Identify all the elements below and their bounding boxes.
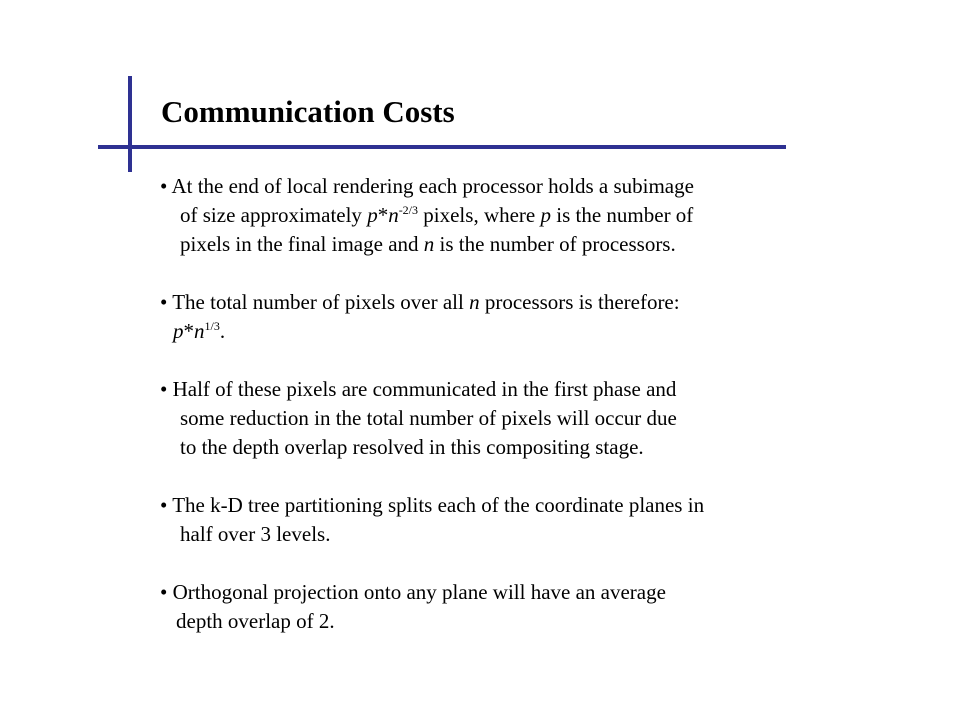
p2-line-2: [160, 317, 704, 346]
p3-line-2: some reduction in the total number of pixels will occur due: [180, 406, 677, 430]
slide-title: Communication Costs: [161, 94, 455, 129]
var-p: p: [540, 203, 551, 227]
slide-body: [160, 172, 704, 636]
bullet-marker: •: [160, 377, 168, 401]
p1-text-3a: pixels in the final image and: [180, 232, 424, 256]
var-n: n: [469, 290, 480, 314]
bullet-paragraph-3: [160, 375, 704, 462]
var-n: n: [194, 319, 205, 343]
var-p: p: [173, 319, 184, 343]
p2-text-1b: processors is therefore:: [479, 290, 680, 314]
bullet-marker: •: [160, 493, 168, 517]
var-n: n: [388, 203, 399, 227]
bullet-paragraph-5: [160, 578, 704, 636]
asterisk: *: [377, 203, 389, 227]
p3-text-1: Half of these pixels are communicated in the first phase and: [172, 377, 677, 401]
p4-line-2: half over 3 levels.: [180, 522, 331, 546]
p4-line-1: [160, 491, 704, 520]
exponent: -2/3: [398, 203, 419, 217]
bullet-marker: •: [160, 580, 168, 604]
p3-line-3: to the depth overlap resolved in this compositing stage.: [180, 435, 644, 459]
var-n: n: [423, 232, 435, 256]
p1-line-1: [160, 172, 704, 201]
var-p: p: [367, 203, 378, 227]
p5-text-1: Orthogonal projection onto any plane will have an average: [172, 580, 666, 604]
bullet-paragraph-1: [160, 172, 704, 259]
bullet-paragraph-4: [160, 491, 704, 549]
p1-line-2: [160, 201, 704, 230]
p1-text-2c: is the number of: [551, 203, 694, 227]
title-vertical-rule: [128, 76, 132, 172]
p3-line-1: [160, 375, 704, 404]
p5-line-1: [160, 578, 704, 607]
p1-line-3: [160, 230, 704, 259]
p1-text-2a: of size approximately: [180, 203, 368, 227]
p1-text-3b: is the number of processors.: [434, 232, 676, 256]
p2-text-1a: The total number of pixels over all: [172, 290, 470, 314]
p1-text-1: At the end of local rendering each processor holds a subimage: [171, 174, 694, 198]
title-horizontal-rule: [98, 145, 786, 149]
p1-text-2b: pixels, where: [418, 203, 541, 227]
asterisk: *: [183, 319, 194, 343]
p4-text-1: The k-D tree partitioning splits each of the coordinate planes in: [172, 493, 705, 517]
bullet-marker: •: [160, 174, 168, 198]
p2-line-1: [160, 288, 704, 317]
p5-line-2: depth overlap of 2.: [176, 609, 335, 633]
bullet-paragraph-2: [160, 288, 704, 346]
bullet-marker: •: [160, 290, 168, 314]
period: .: [219, 319, 226, 343]
exponent: 1/3: [204, 319, 220, 333]
